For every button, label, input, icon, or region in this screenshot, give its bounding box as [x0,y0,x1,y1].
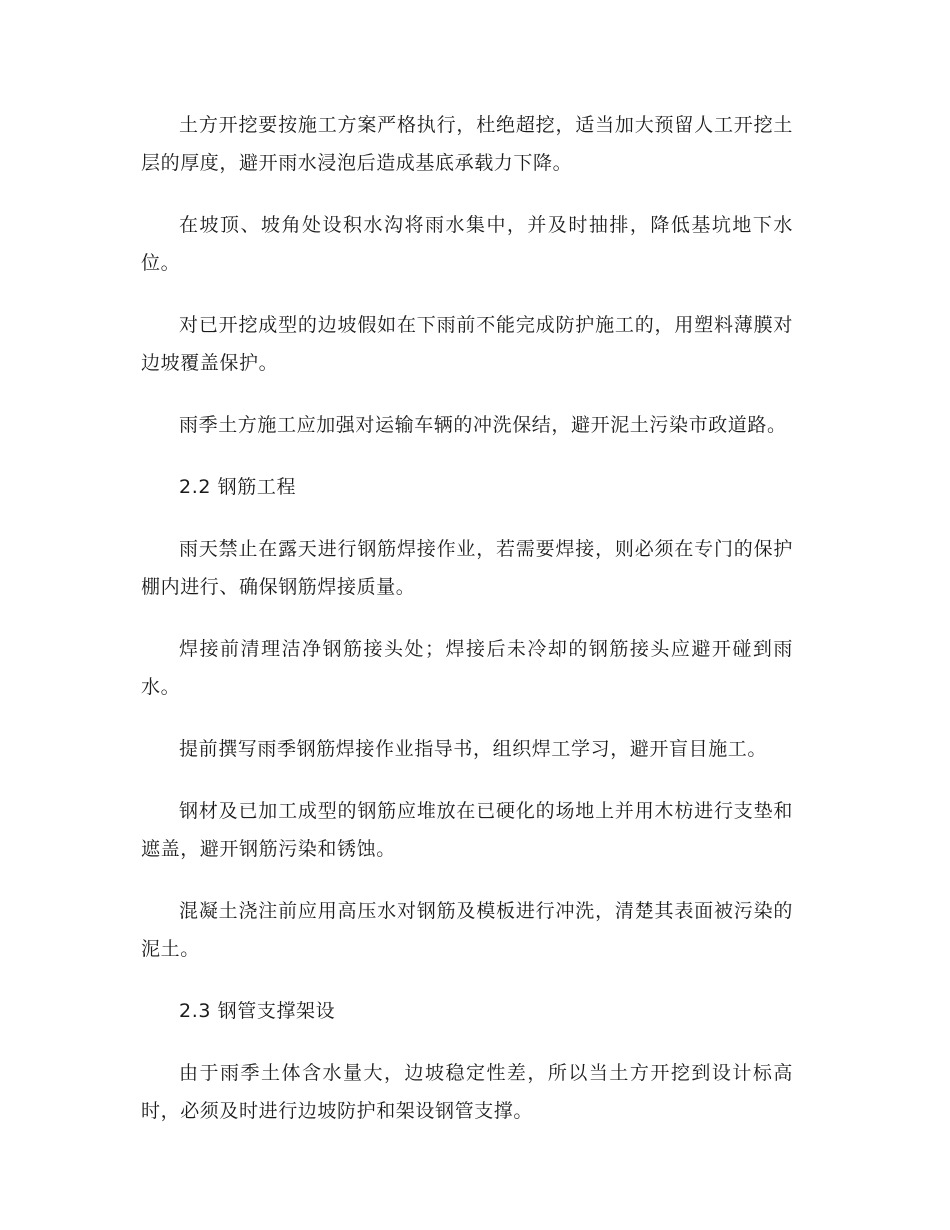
paragraph-rain-welding-ban: 雨天禁止在露天进行钢筋焊接作业，若需要焊接，则必须在专门的保护棚内进行、确保钢筋焊接质量。 [141,538,793,598]
paragraph-steel-storage: 钢材及已加工成型的钢筋应堆放在已硬化的场地上并用木枋进行支垫和遮盖，避开钢筋污染和锈蚀。 [141,800,793,860]
section-heading-steel-pipe-support: 2.3 钢管支撑架设 [179,1000,336,1022]
paragraph-drainage-ditch: 在坡顶、坡角处设积水沟将雨水集中，并及时抽排，降低基坑地下水位。 [141,214,793,274]
paragraph-vehicle-washing: 雨季土方施工应加强对运输车辆的冲洗保结，避开泥土污染市政道路。 [179,414,787,436]
paragraph-weld-joint-cleaning: 焊接前清理洁净钢筋接头处；焊接后未冷却的钢筋接头应避开碰到雨水。 [141,638,793,698]
section-heading-rebar: 2.2 钢筋工程 [179,476,297,498]
document-body [141,106,793,1154]
paragraph-slope-film-cover: 对已开挖成型的边坡假如在下雨前不能完成防护施工的，用塑料薄膜对边坡覆盖保护。 [141,314,793,374]
paragraph-welding-guide: 提前撰写雨季钢筋焊接作业指导书，组织焊工学习，避开盲目施工。 [179,738,768,760]
paragraph-earthwork-excavation: 土方开挖要按施工方案严格执行，杜绝超挖，适当加大预留人工开挖土层的厚度，避开雨水浸泡后造成基底承载力下降。 [141,114,793,174]
paragraph-pre-pour-washing: 混凝土浇注前应用高压水对钢筋及模板进行冲洗，清楚其表面被污染的泥土。 [141,900,793,960]
paragraph-slope-support: 由于雨季土体含水量大，边坡稳定性差，所以当土方开挖到设计标高时，必须及时进行边坡防护和架设钢管支撑。 [141,1062,793,1122]
